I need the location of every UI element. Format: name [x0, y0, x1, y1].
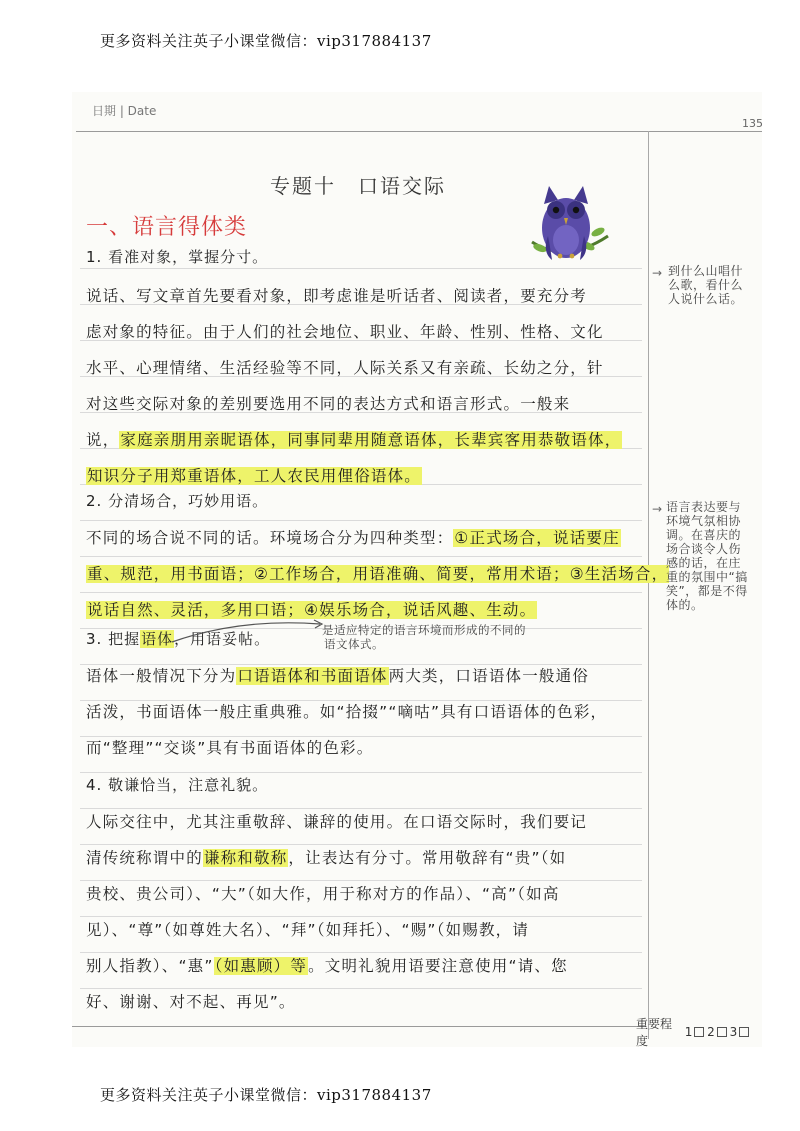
- annotation-arrow: [170, 616, 330, 646]
- item2-heading: 2. 分清场合，巧妙用语。: [86, 492, 269, 510]
- highlighted-text: 谦称和敬称: [203, 849, 288, 867]
- text-line: [86, 918, 529, 940]
- importance-level: 1: [684, 1025, 693, 1039]
- page-number: 135: [742, 117, 763, 130]
- watermark-top: 更多资料关注英子小课堂微信：vip317884137: [100, 32, 432, 50]
- side-note-line: 重的氛围中“搞: [666, 570, 748, 584]
- text-segment: 贵校、贵公司）、“大”（如大作，用于称对方的作品）、“高”（如高: [86, 885, 560, 903]
- highlighted-text: 家庭亲朋用亲昵语体，同事同辈用随意语体，长辈宾客用恭敬语体，: [120, 431, 622, 449]
- arrow-right-icon: →: [652, 502, 663, 516]
- side-note-line: 感的话，在庄: [666, 556, 742, 570]
- item3-heading-post: ，用语妥帖。: [174, 630, 271, 648]
- text-line: [86, 846, 566, 868]
- ruled-line: [80, 988, 642, 989]
- highlighted-text: 知识分子用郑重语体，工人农民用俚俗语体。: [87, 467, 422, 485]
- ruled-line: [80, 592, 642, 593]
- text-segment: 说话、写文章首先要看对象，即考虑谁是听话者、阅读者，要充分考: [86, 287, 588, 305]
- text-line: [86, 526, 621, 548]
- side-note-line: 人说什么话。: [668, 292, 744, 306]
- item1-heading: 1. 看准对象，掌握分寸。: [86, 248, 269, 266]
- ruled-line: [80, 916, 642, 917]
- text-line: [86, 562, 669, 584]
- text-line: [86, 954, 568, 976]
- text-segment: 而“整理”“交谈”具有书面语体的色彩。: [86, 739, 374, 757]
- text-line: [86, 392, 570, 414]
- ruled-line: [80, 520, 642, 521]
- side-note-line: 环境气氛相协: [666, 514, 742, 528]
- side-note-line: 体的。: [666, 598, 704, 612]
- margin-rule: [648, 131, 649, 1039]
- ruled-line: [80, 556, 642, 557]
- text-line: [86, 664, 589, 686]
- checkbox-icon: [717, 1027, 727, 1037]
- importance-level: 3: [729, 1025, 738, 1039]
- side-note-line: 语言表达要与: [666, 500, 742, 514]
- text-line: [86, 320, 604, 342]
- importance-label: 重要程度: [636, 1017, 673, 1048]
- text-line: [86, 736, 373, 758]
- checkbox-icon: [694, 1027, 704, 1037]
- text-line: [86, 428, 622, 450]
- topic-name: 口语交际: [358, 174, 446, 198]
- text-segment: 两大类，口语语体一般通俗: [388, 667, 590, 685]
- text-segment: 。文明礼貌用语要注意使用“请、您: [308, 957, 568, 975]
- arrow-right-icon: →: [652, 266, 663, 280]
- ruled-line: [80, 772, 642, 773]
- text-line: [86, 810, 587, 832]
- text-segment: 人际交往中，尤其注重敬辞、谦辞的使用。在口语交际时，我们要记: [86, 813, 588, 831]
- text-line: [86, 990, 296, 1012]
- text-segment: 对这些交际对象的差别要选用不同的表达方式和语言形式。一般来: [86, 395, 571, 413]
- topic-number: 专题十: [270, 174, 336, 198]
- importance-rating: [636, 1017, 750, 1048]
- text-line: [86, 464, 422, 486]
- text-segment: 不同的场合说不同的话。环境场合分为四种类型：: [86, 529, 454, 547]
- side-note-line: 调。在喜庆的: [666, 528, 742, 542]
- text-segment: 别人指教）、“惠”: [86, 957, 214, 975]
- text-segment: 好、谢谢、对不起、再见”。: [86, 993, 296, 1011]
- ruled-line: [80, 844, 642, 845]
- text-segment: 虑对象的特征。由于人们的社会地位、职业、年龄、性别、性格、文化: [86, 323, 604, 341]
- text-segment: 活泼，书面语体一般庄重典雅。如“拾掇”“嘀咕”具有口语语体的色彩，: [86, 703, 608, 721]
- importance-level: 2: [707, 1025, 715, 1039]
- text-line: [86, 284, 587, 306]
- side-note-line: 场合谈令人伤: [666, 542, 742, 556]
- text-segment: 说，: [86, 431, 120, 449]
- text-segment: 语体一般情况下分为: [86, 667, 237, 685]
- side-note-line: 到什么山唱什: [668, 264, 744, 278]
- bottom-rule: [72, 1026, 646, 1027]
- text-segment: 水平、心理情绪、生活经验等不同，人际关系又有亲疏、长幼之分，针: [86, 359, 604, 377]
- item3-annotation: [322, 623, 526, 651]
- text-line: [86, 882, 560, 904]
- ruled-line: [80, 952, 642, 953]
- date-label: 日期 | Date: [92, 104, 157, 118]
- item3-heading-highlight: 语体: [141, 630, 174, 648]
- side-note-line: 笑”，都是不得: [666, 584, 748, 598]
- ruled-line: [80, 880, 642, 881]
- item4-heading: 4. 敬谦恰当，注意礼貌。: [86, 776, 269, 794]
- annotation-line: 语文体式。: [324, 637, 384, 651]
- highlighted-text: （如惠顾）等: [214, 957, 308, 975]
- text-segment: 清传统称谓中的: [86, 849, 203, 867]
- text-line: [86, 356, 604, 378]
- highlighted-text: 重、规范，用书面语；②工作场合，用语准确、简要，常用术语；③生活场合，: [87, 565, 669, 583]
- section-title: 一、语言得体类: [86, 215, 248, 240]
- text-segment: 见）、“尊”（如尊姓大名）、“拜”（如拜托）、“赐”（如赐教，请: [86, 921, 530, 939]
- header-rule: [76, 131, 762, 132]
- text-line: [86, 700, 607, 722]
- annotation-line: 是适应特定的语言环境而形成的不同的: [322, 623, 526, 637]
- page-title: [270, 170, 446, 199]
- ruled-line: [80, 808, 642, 809]
- highlighted-text: ①正式场合，说话要庄: [454, 529, 620, 547]
- highlighted-text: 口语语体和书面语体: [237, 667, 388, 685]
- owl-illustration: [518, 172, 614, 276]
- side-note-line: 么歌，看什么: [668, 278, 744, 292]
- side-note-1: [668, 264, 743, 306]
- watermark-bottom: 更多资料关注英子小课堂微信：vip317884137: [100, 1086, 432, 1104]
- highlighted-text: 说话自然、灵活，多用口语；④娱乐场合，说话风趣、生动。: [87, 601, 537, 619]
- side-note-2: [666, 500, 748, 612]
- text-segment: ，让表达有分寸。常用敬辞有“贵”（如: [288, 849, 567, 867]
- item3-heading-pre: 3. 把握: [86, 630, 141, 648]
- checkbox-icon: [739, 1027, 749, 1037]
